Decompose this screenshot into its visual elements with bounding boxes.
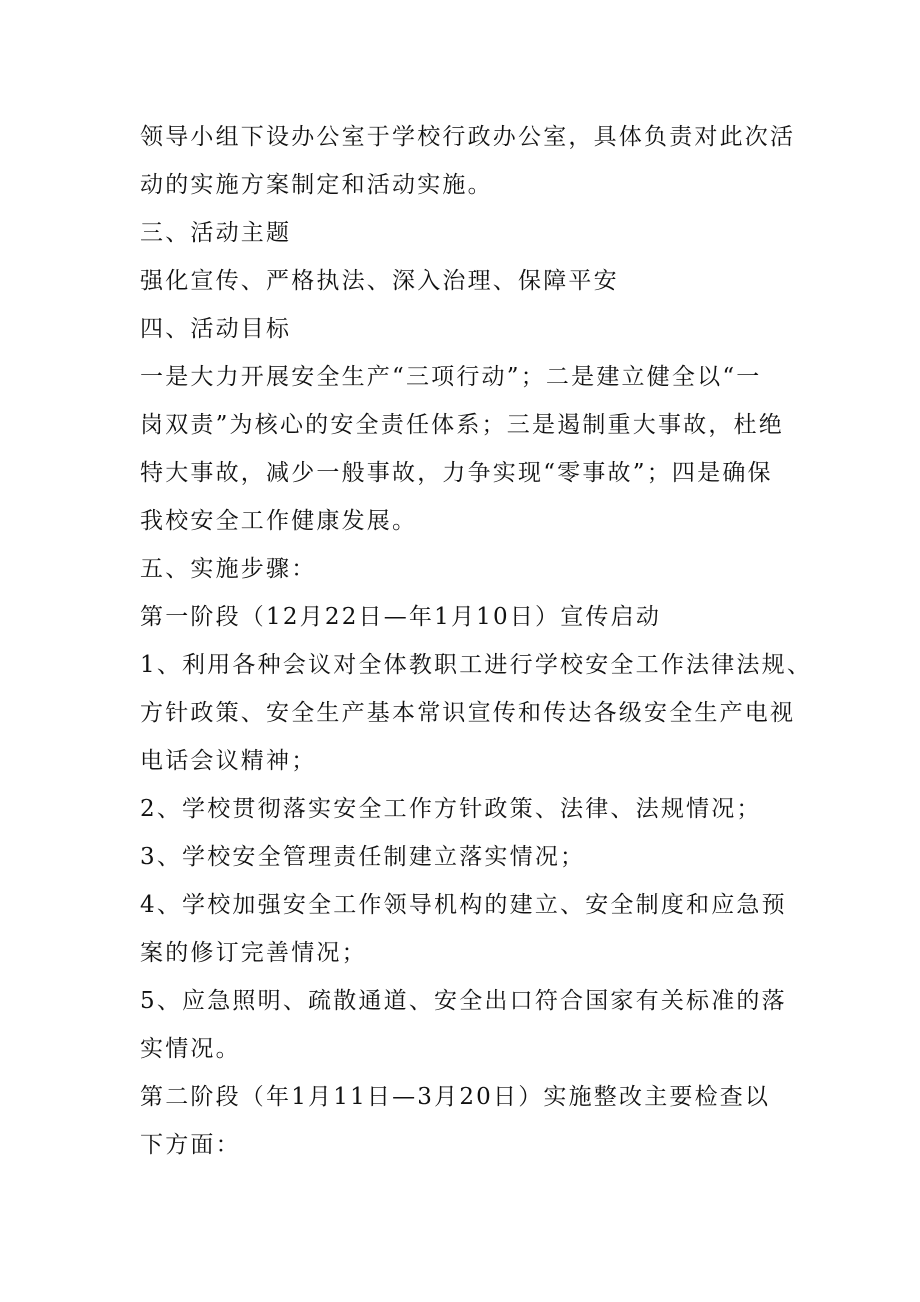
stage-heading: 第一阶段（12月22日—年1月10日）宣传启动 xyxy=(140,604,662,630)
document-body xyxy=(140,113,813,1169)
list-item: 3、学校安全管理责任制建立落实情况； xyxy=(140,844,586,870)
text-line: 特大事故，减少一般事故，力争实现“零事故”；四是确保 xyxy=(140,460,773,486)
text-line: 动的实施方案制定和活动实施。 xyxy=(140,172,493,198)
text-line: 强化宣传、严格执法、深入治理、保障平安 xyxy=(140,268,619,294)
list-item: 2、学校贯彻落实安全工作方针政策、法律、法规情况； xyxy=(140,796,762,822)
text-line: 电话会议精神； xyxy=(140,748,317,774)
list-item: 1、利用各种会议对全体教职工进行学校安全工作法律法规、 xyxy=(140,652,813,678)
section-heading: 四、活动目标 xyxy=(140,316,292,342)
stage-heading: 第二阶段（年1月11日—3月20日）实施整改主要检查以 xyxy=(140,1084,771,1110)
text-line: 岗双责”为核心的安全责任体系；三是遏制重大事故，杜绝 xyxy=(140,412,784,438)
section-heading: 三、活动主题 xyxy=(140,220,292,246)
section-heading: 五、实施步骤： xyxy=(140,556,317,582)
text-line: 一是大力开展安全生产“三项行动”；二是建立健全以“一 xyxy=(140,364,762,390)
text-line: 方针政策、安全生产基本常识宣传和传达各级安全生产电视 xyxy=(140,700,796,726)
text-line: 我校安全工作健康发展。 xyxy=(140,508,418,534)
list-item: 5、应急照明、疏散通道、安全出口符合国家有关标准的落 xyxy=(140,988,787,1014)
text-line: 下方面： xyxy=(140,1132,241,1158)
text-line: 领导小组下设办公室于学校行政办公室，具体负责对此次活 xyxy=(140,124,796,150)
text-line: 实情况。 xyxy=(140,1036,241,1062)
list-item: 4、学校加强安全工作领导机构的建立、安全制度和应急预 xyxy=(140,892,787,918)
text-line: 案的修订完善情况； xyxy=(140,940,367,966)
